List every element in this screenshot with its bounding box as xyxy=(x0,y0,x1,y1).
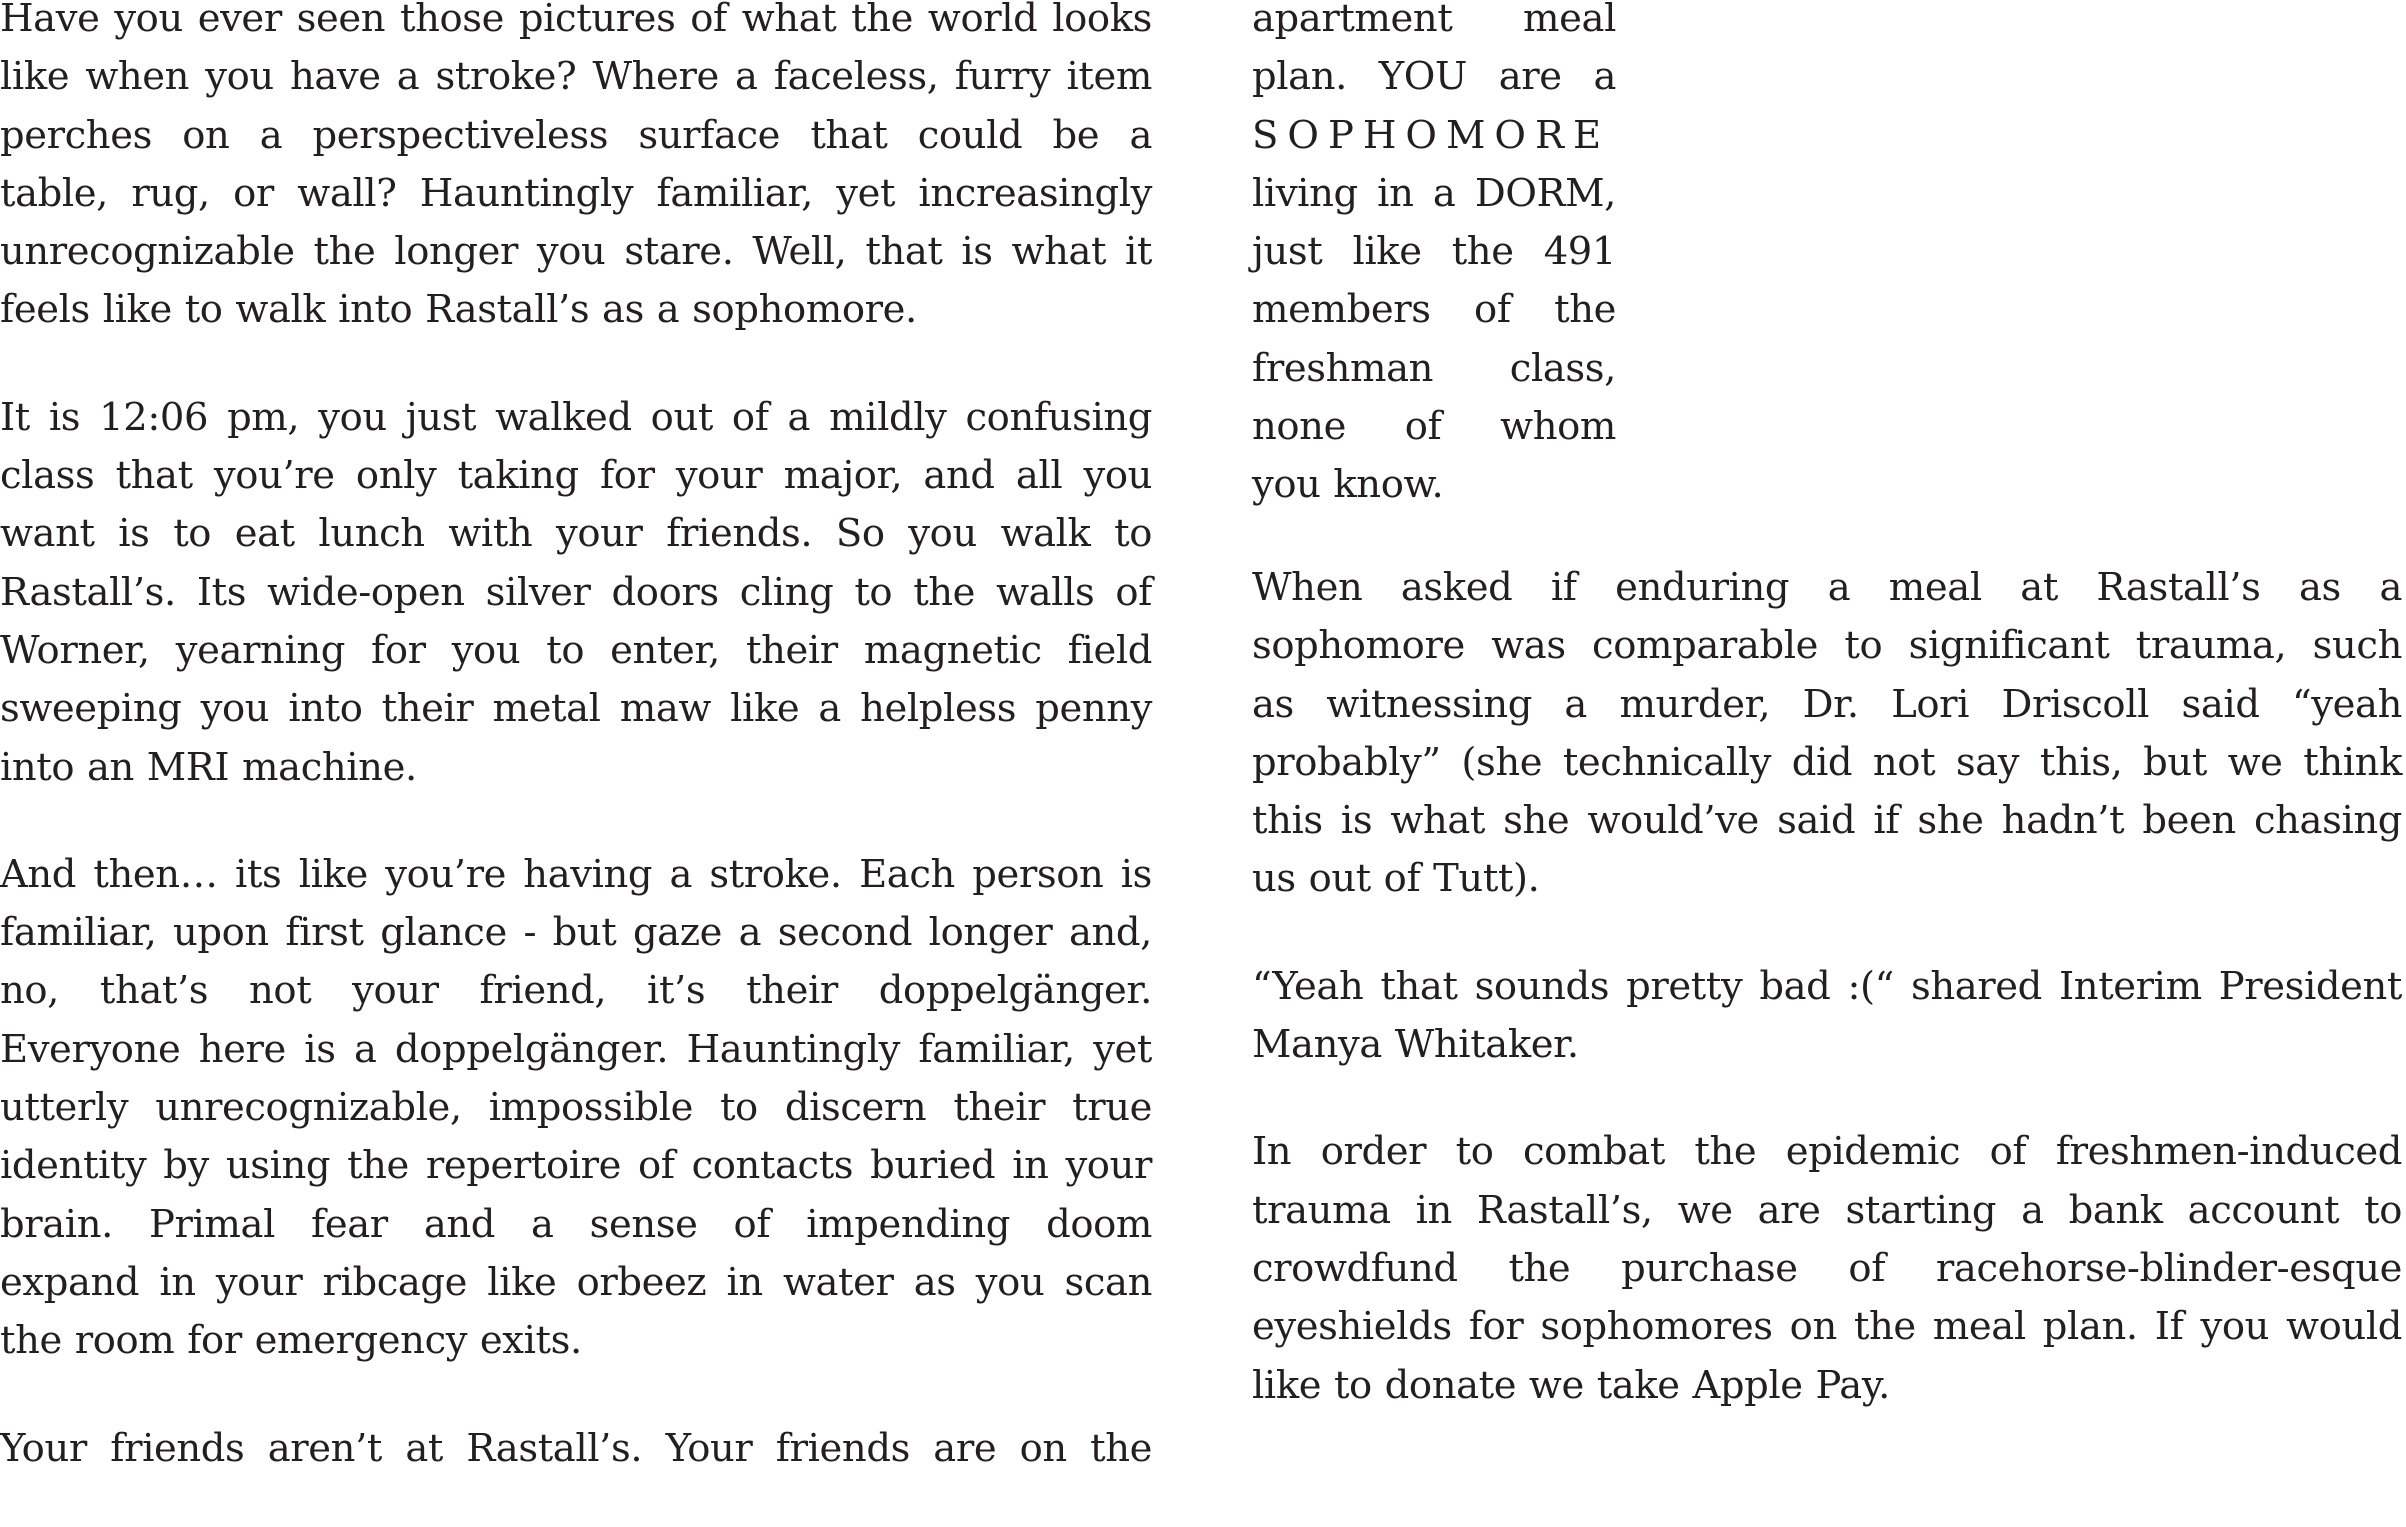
text-line: Manya Whitaker. xyxy=(1252,1022,1579,1068)
text-line: plan. YOU are a xyxy=(1252,54,1616,100)
text-line: eyeshields for sophomores on the meal plan. If you would xyxy=(1252,1304,2402,1350)
text-line: like when you have a stroke? Where a faceless, furry item xyxy=(0,54,1152,100)
text-line: this is what she would’ve said if she hadn’t been chasing xyxy=(1252,798,2402,844)
text-line: identity by using the repertoire of contacts buried in your xyxy=(0,1143,1152,1189)
text-line: feels like to walk into Rastall’s as a sophomore. xyxy=(0,287,917,333)
text-line: utterly unrecognizable, impossible to discern their true xyxy=(0,1085,1152,1131)
text-line: want is to eat lunch with your friends. So you walk to xyxy=(0,511,1152,557)
paragraph-doppelganger xyxy=(0,846,1152,1371)
text-line: trauma in Rastall’s, we are starting a bank account to xyxy=(1252,1187,2402,1233)
paragraph-driscoll-quote xyxy=(1252,559,2402,909)
paragraph-whitaker-quote xyxy=(1252,958,2402,1075)
text-line-sophomore: SOPHOMORE xyxy=(1252,112,1611,158)
text-line: Worner, yearning for you to enter, their magnetic field xyxy=(0,627,1152,673)
text-line: the room for emergency exits. xyxy=(0,1318,582,1364)
text-line: none of whom xyxy=(1252,404,1616,450)
text-line: sophomore was comparable to significant trauma, such xyxy=(1252,623,2402,669)
text-line: like to donate we take Apple Pay. xyxy=(1252,1362,1890,1408)
text-line: members of the xyxy=(1252,287,1616,333)
text-line: crowdfund the purchase of racehorse-blinder-esque xyxy=(1252,1245,2402,1291)
text-line: table, rug, or wall? Hauntingly familiar, yet increasingly xyxy=(0,170,1152,216)
text-line: just like the 491 xyxy=(1252,229,1616,275)
text-line: brain. Primal fear and a sense of impending doom xyxy=(0,1201,1152,1247)
text-line: perches on a perspectiveless surface that could be a xyxy=(0,112,1152,158)
paragraph-stroke-intro xyxy=(0,0,1152,340)
text-line: expand in your ribcage like orbeez in water as you scan xyxy=(0,1259,1152,1305)
right-column xyxy=(1252,559,2402,1464)
left-column xyxy=(0,0,1152,1527)
text-line: us out of Tutt). xyxy=(1252,856,1540,902)
text-line: Your friends aren’t at Rastall’s. Your friends are on the xyxy=(0,1425,1152,1471)
text-line: as witnessing a murder, Dr. Lori Driscoll said “yeah xyxy=(1252,681,2402,727)
text-line: Have you ever seen those pictures of what the world looks xyxy=(0,0,1152,41)
text-line: familiar, upon first glance - but gaze a second longer and, xyxy=(0,910,1152,956)
text-line: class that you’re only taking for your major, and all you xyxy=(0,453,1152,499)
paragraph-walk-to-rastalls xyxy=(0,389,1152,797)
text-line: freshman class, xyxy=(1252,345,1616,391)
text-line: Everyone here is a doppelgänger. Hauntingly familiar, yet xyxy=(0,1026,1152,1072)
text-line: apartment meal xyxy=(1252,0,1616,41)
text-line: When asked if enduring a meal at Rastall’s as a xyxy=(1252,565,2402,610)
paragraph-crowdfund xyxy=(1252,1123,2402,1414)
text-line: unrecognizable the longer you stare. Well, that is what it xyxy=(0,229,1152,275)
text-line: you know. xyxy=(1252,462,1444,508)
text-line: living in a DORM, xyxy=(1252,170,1616,216)
text-line: sweeping you into their metal maw like a helpless penny xyxy=(0,686,1152,732)
narrow-column xyxy=(1252,0,1616,515)
text-line: It is 12:06 pm, you just walked out of a mildly confusing xyxy=(0,394,1152,440)
text-line: no, that’s not your friend, it’s their doppelgänger. xyxy=(0,968,1152,1014)
text-line: probably” (she technically did not say this, but we think xyxy=(1252,739,2402,785)
text-line: Rastall’s. Its wide-open silver doors cling to the walls of xyxy=(0,569,1152,615)
text-line: into an MRI machine. xyxy=(0,744,417,790)
text-line: And then… its like you’re having a stroke. Each person is xyxy=(0,851,1152,897)
paragraph-friends xyxy=(0,1420,1152,1478)
text-line: In order to combat the epidemic of freshmen-induced xyxy=(1252,1129,2402,1175)
text-line: “Yeah that sounds pretty bad :(“ shared Interim President xyxy=(1252,963,2402,1009)
